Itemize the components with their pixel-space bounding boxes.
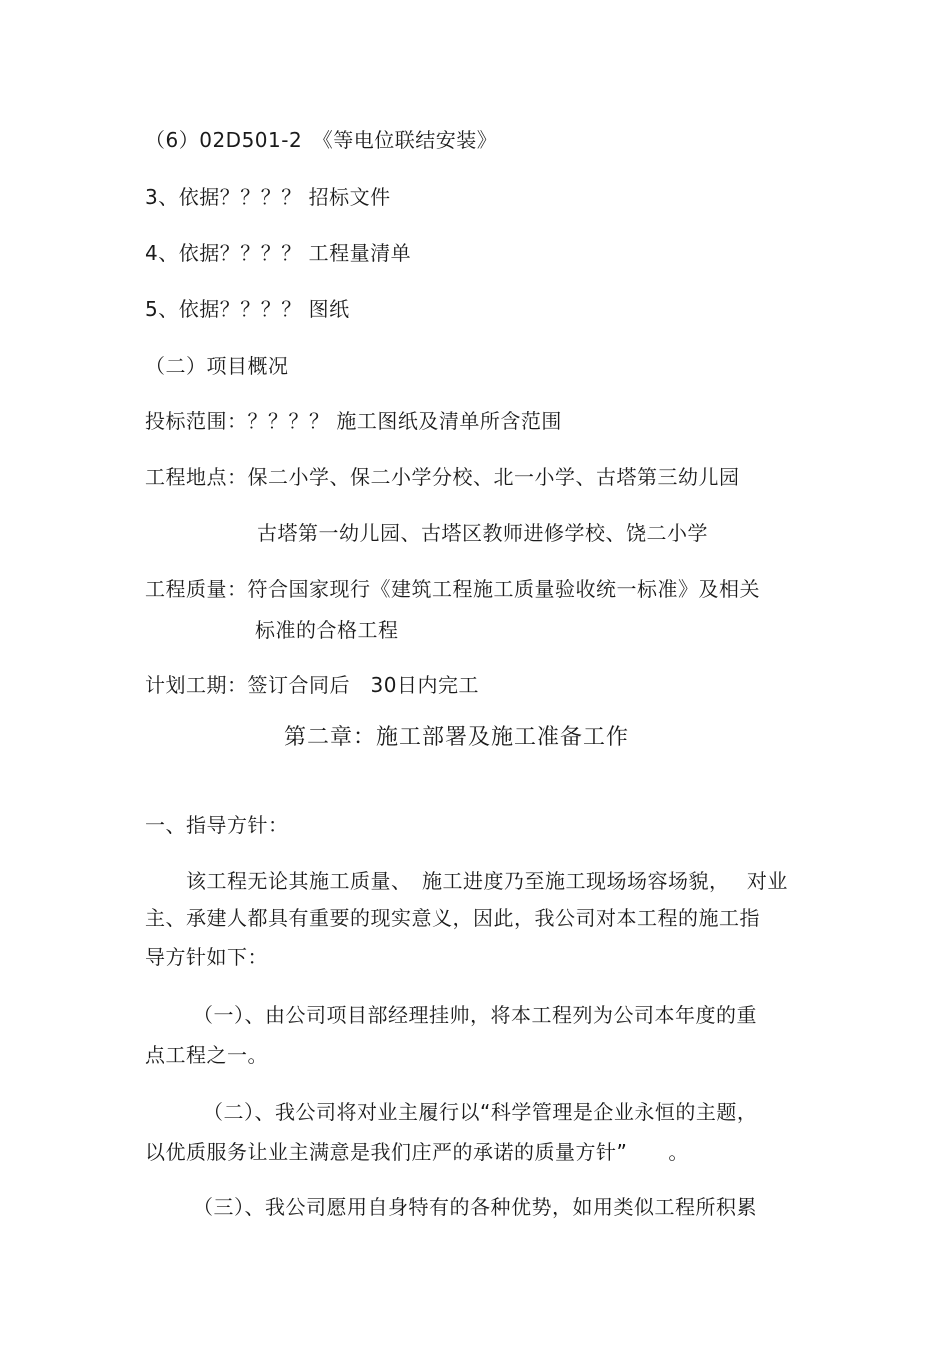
basis-item-5: 5、依据？？？？ 图纸 xyxy=(145,297,350,321)
intro-paragraph-line-3: 导方针如下： xyxy=(145,945,268,969)
guideline-item-2-line-2: 以优质服务让业主满意是我们庄严的承诺的质量方针” 。 xyxy=(145,1140,689,1164)
basis-item-3: 3、依据？？？？ 招标文件 xyxy=(145,185,391,209)
project-overview-heading: （二）项目概况 xyxy=(145,354,289,378)
guideline-heading: 一、指导方针： xyxy=(145,813,289,837)
guideline-item-1-line-1: （一）、由公司项目部经理挂帅，将本工程列为公司本年度的重 xyxy=(193,1003,757,1027)
project-quality-line-1: 工程质量：符合国家现行《建筑工程施工质量验收统一标准》及相关 xyxy=(145,577,760,601)
intro-paragraph-line-1: 该工程无论其施工质量、 施工进度乃至施工现场场容场貌， 对业 xyxy=(186,869,788,893)
chapter-title: 第二章：施工部署及施工准备工作 xyxy=(284,725,630,750)
planned-schedule: 计划工期：签订合同后 30日内完工 xyxy=(145,673,479,697)
guideline-item-2-line-1: （二）、我公司将对业主履行以“科学管理是企业永恒的主题， xyxy=(203,1100,758,1124)
project-location-line-1: 工程地点：保二小学、保二小学分校、北一小学、古塔第三幼儿园 xyxy=(145,465,740,489)
basis-item-4: 4、依据？？？？ 工程量清单 xyxy=(145,241,412,265)
reference-standard-item: （6）02D501-2 《等电位联结安装》 xyxy=(145,128,498,152)
bid-scope: 投标范围：？？？？ 施工图纸及清单所含范围 xyxy=(145,409,562,433)
project-quality-line-2: 标准的合格工程 xyxy=(255,618,399,642)
guideline-item-3-line-1: （三）、我公司愿用自身特有的各种优势，如用类似工程所积累 xyxy=(193,1195,757,1219)
project-location-line-2: 古塔第一幼儿园、古塔区教师进修学校、饶二小学 xyxy=(257,521,708,545)
guideline-item-1-line-2: 点工程之一。 xyxy=(145,1043,268,1067)
intro-paragraph-line-2: 主、承建人都具有重要的现实意义，因此，我公司对本工程的施工指 xyxy=(145,906,760,930)
